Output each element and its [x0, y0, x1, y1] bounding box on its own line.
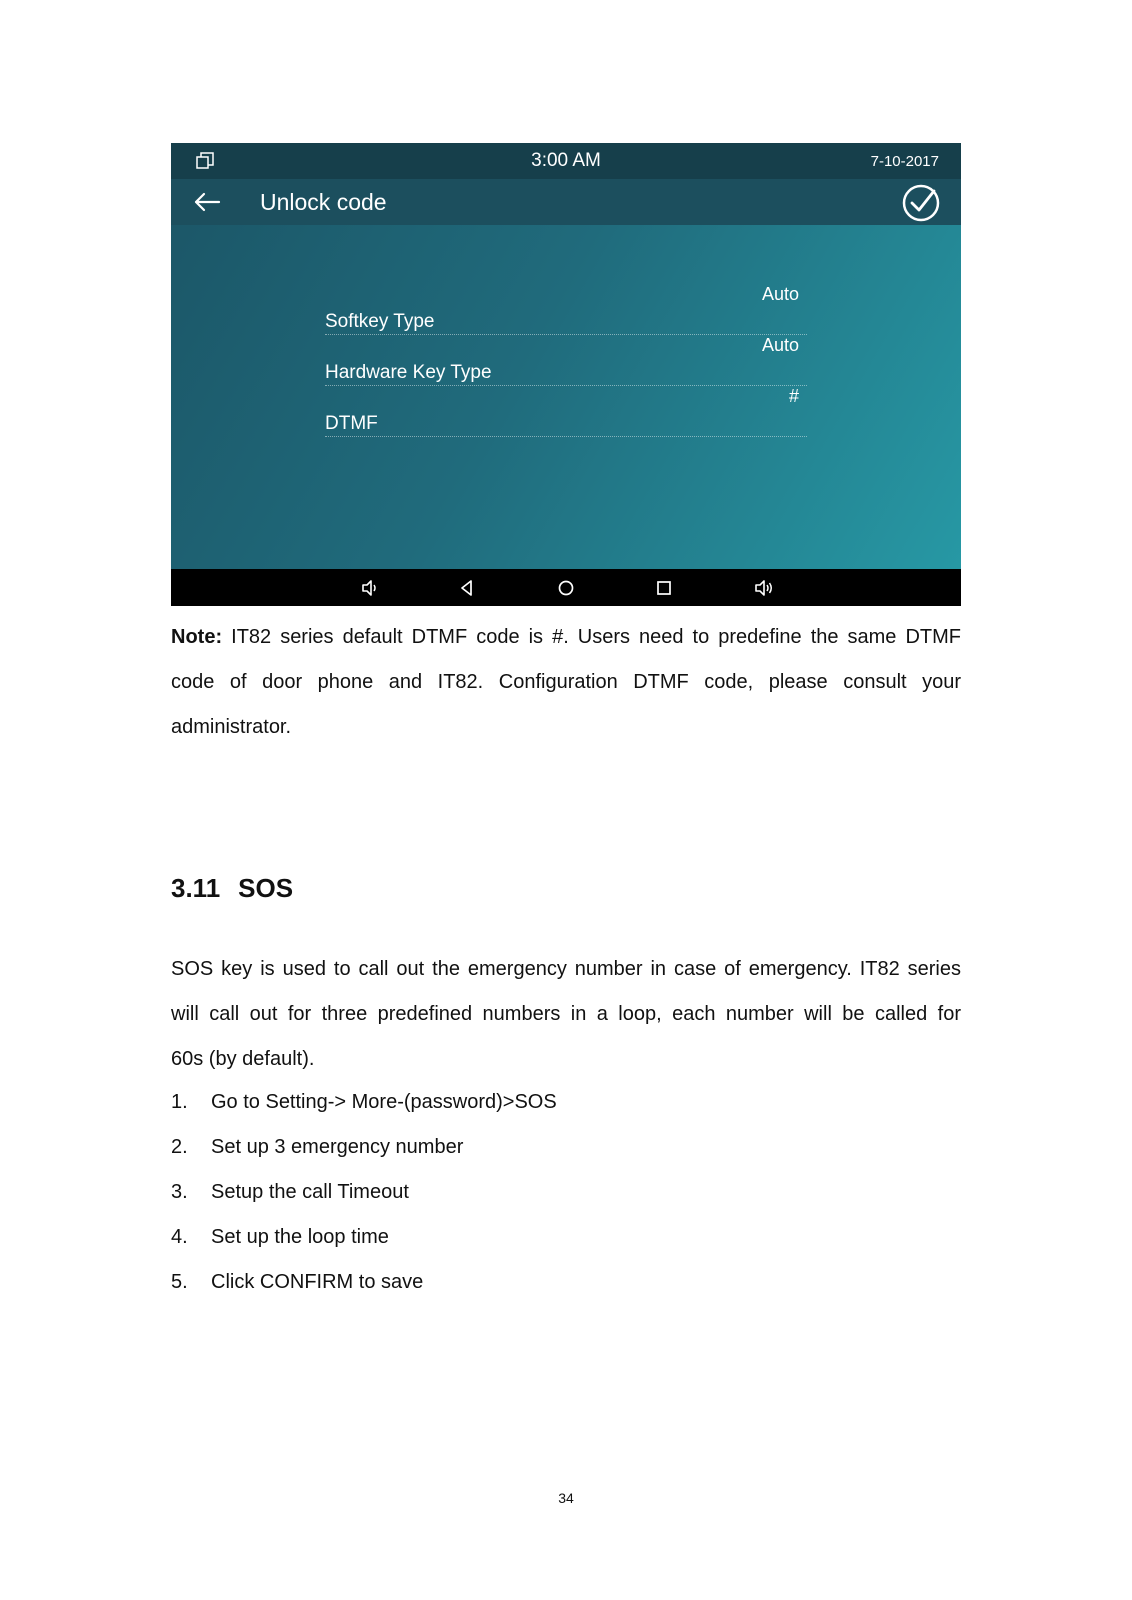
title-bar	[171, 179, 961, 225]
home-circle-icon[interactable]	[556, 578, 576, 598]
step-text: Go to Setting-> More-(password)>SOS	[211, 1091, 557, 1113]
setting-value: Auto	[761, 335, 799, 355]
steps-list	[171, 1088, 557, 1313]
intro-line: will call out for three predefined numbers in a loop, each number will be called for	[171, 1003, 961, 1025]
step-number: 4.	[171, 1226, 188, 1248]
back-arrow-icon[interactable]	[193, 189, 221, 215]
list-item	[171, 1223, 557, 1268]
volume-up-icon[interactable]	[754, 578, 774, 598]
settings-list	[325, 284, 807, 437]
setting-label: Softkey Type	[325, 311, 435, 332]
step-text: Set up 3 emergency number	[211, 1136, 464, 1158]
status-date: 7-10-2017	[870, 153, 939, 170]
intro-paragraph	[171, 955, 961, 1090]
setting-hardware-key-type[interactable]	[325, 335, 807, 386]
step-text: Set up the loop time	[211, 1226, 389, 1248]
step-number: 1.	[171, 1091, 188, 1113]
note-line-text: IT82 series default DTMF code is #. Users need to predefine the same DTMF	[231, 626, 961, 648]
back-triangle-icon[interactable]	[457, 578, 477, 598]
section-number: 3.11	[171, 873, 221, 903]
intro-line: SOS key is used to call out the emergency number in case of emergency. IT82 series	[171, 958, 961, 980]
status-time: 3:00 AM	[531, 150, 601, 171]
check-circle-icon[interactable]	[901, 183, 941, 223]
list-item	[171, 1133, 557, 1178]
list-item	[171, 1178, 557, 1223]
status-bar	[171, 143, 961, 179]
page-number: 34	[558, 1490, 574, 1506]
list-item	[171, 1088, 557, 1133]
step-number: 5.	[171, 1271, 188, 1293]
setting-label: Hardware Key Type	[325, 362, 492, 383]
setting-value: #	[788, 386, 799, 406]
device-screenshot	[171, 143, 961, 606]
note-paragraph	[171, 623, 961, 758]
navigation-bar	[171, 569, 961, 606]
section-heading	[171, 873, 293, 904]
note-line	[171, 623, 961, 668]
note-line: administrator.	[171, 716, 292, 738]
note-line: code of door phone and IT82. Configuration DTMF code, please consult your	[171, 671, 961, 693]
setting-value: Auto	[761, 284, 799, 304]
step-text: Setup the call Timeout	[211, 1181, 409, 1203]
note-label: Note:	[171, 626, 223, 648]
step-number: 3.	[171, 1181, 188, 1203]
intro-line: 60s (by default).	[171, 1048, 315, 1070]
section-title: SOS	[238, 873, 294, 903]
recents-square-icon[interactable]	[654, 578, 674, 598]
setting-softkey-type[interactable]	[325, 284, 807, 335]
volume-down-icon[interactable]	[360, 578, 380, 598]
step-number: 2.	[171, 1136, 188, 1158]
setting-label: DTMF	[325, 413, 378, 434]
list-item	[171, 1268, 557, 1313]
setting-dtmf[interactable]	[325, 386, 807, 437]
step-text: Click CONFIRM to save	[211, 1271, 424, 1293]
screen-title: Unlock code	[260, 189, 387, 215]
